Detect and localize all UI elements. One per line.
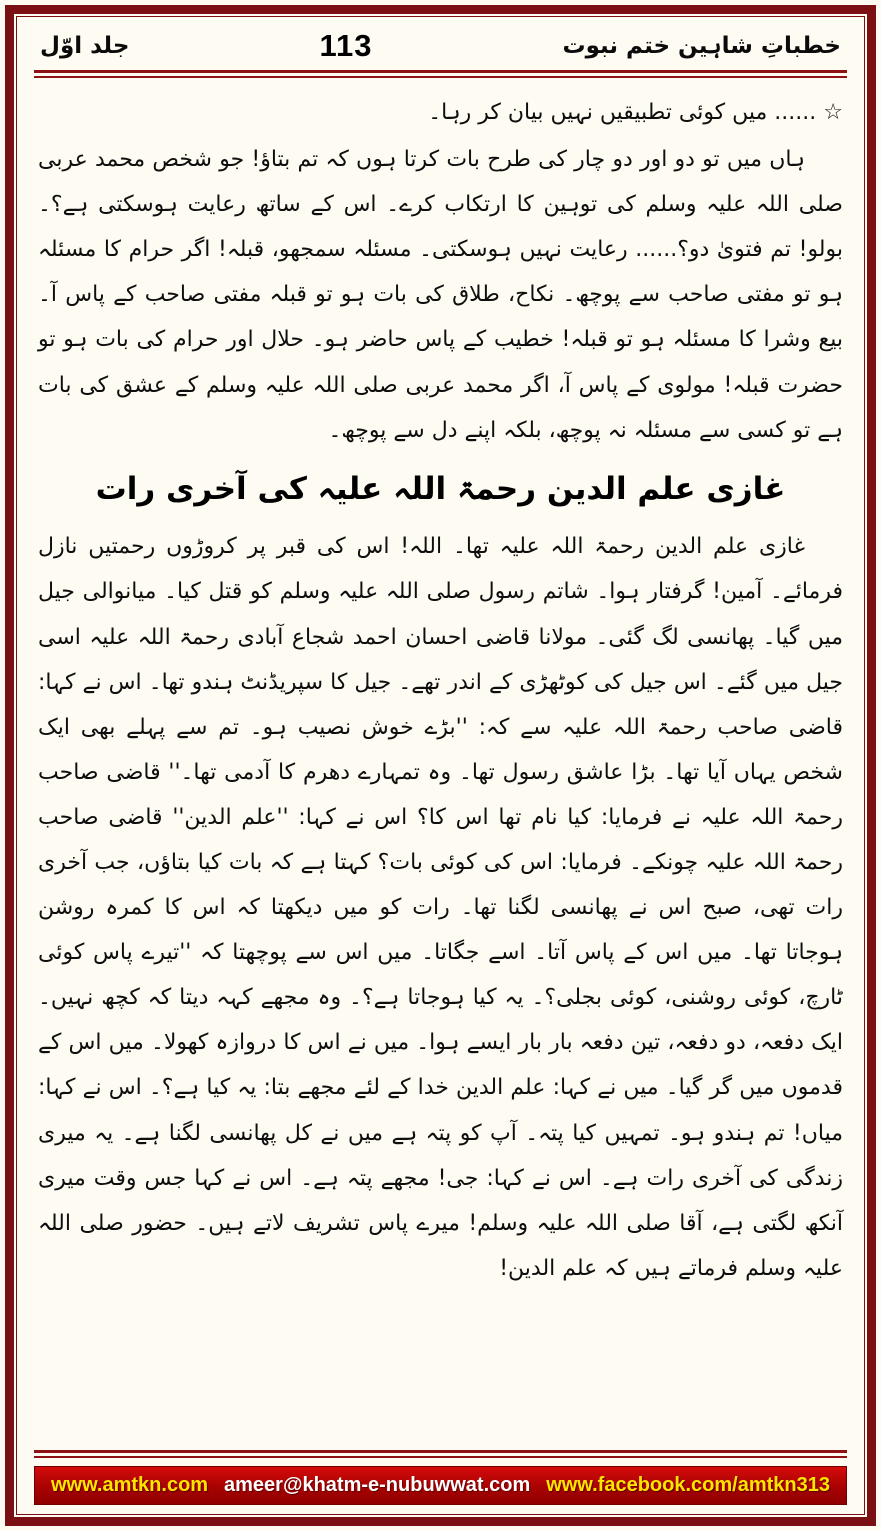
star-line: ☆ ...... میں کوئی تطبیقیں نہیں بیان کر رہا۔ <box>428 100 843 125</box>
page-header <box>34 22 847 66</box>
facebook-link: www.facebook.com/amtkn313 <box>546 1474 830 1496</box>
section-heading: غازی علم الدین رحمۃ اللہ علیہ کی آخری رات <box>95 470 786 507</box>
footer-bar <box>34 1466 847 1505</box>
page-body <box>34 86 847 1444</box>
website-link: www.amtkn.com <box>51 1474 209 1496</box>
paragraph-2: غازی علم الدین رحمۃ اللہ علیہ تھا۔ اللہ! اس کی قبر پر کروڑوں رحمتیں نازل فرمائے۔ آمین! گرفتار ہوا۔ شاتم رسول صلی اللہ علیہ وسلم کو قتل کیا۔ میانوالی جیل میں گیا۔ پھانسی لگ گئی۔ مولانا قاضی احسان احمد شجاع آبادی رحمۃ اللہ علیہ اسی جیل میں گئے۔ اس جیل کی کوٹھڑی کے اندر تھے۔ جیل کا سپریڈنٹ ہندو تھا۔ اس نے کہا: قاضی صاحب رحمۃ اللہ علیہ سے کہ: ''بڑے خوش نصیب ہو۔ تم سے پہلے بھی ایک شخص یہاں آیا تھا۔ بڑا عاشق رسول تھا۔ وہ تمہارے دھرم کا آدمی تھا۔'' قاضی صاحب رحمۃ اللہ علیہ نے فرمایا: کیا نام تھا اس کا؟ اس نے کہا: ''علم الدین'' قاضی صاحب رحمۃ اللہ علیہ چونکے۔ فرمایا: اس کی کوئی بات؟ کہتا ہے کہ بات کیا بتاؤں، جب آخری رات تھی، صبح اس نے پھانسی لگنا تھا۔ رات کو میں دیکھتا کہ اس کا کمرہ روشن ہوجاتا تھا۔ میں اس کے پاس آتا۔ اسے جگاتا۔ میں اس سے پوچھتا کہ ''تیرے پاس کوئی ٹارچ، کوئی روشنی، کوئی بجلی؟۔ یہ کیا ہوجاتا ہے؟۔ وہ مجھے کہہ دیتا کہ کچھ نہیں۔ ایک دفعہ، دو دفعہ، تین دفعہ بار بار ایسے ہوا۔ میں نے اس کا دروازہ کھولا۔ میں اس کے قدموں میں گر گیا۔ میں نے کہا: علم الدین خدا کے لئے مجھے بتا: یہ کیا ہے؟۔ اس نے کہا: میاں! تم ہندو ہو۔ تمہیں کیا پتہ۔ آپ کو پتہ ہے میں نے کل پھانسی لگنا ہے۔ یہ میری زندگی کی آخری رات ہے۔ اس نے کہا: جی! مجھے پتہ ہے۔ اس نے کہا جس وقت میری آنکھ لگتی ہے، آقا صلی اللہ علیہ وسلم! میرے پاس تشریف لاتے ہیں۔ حضور صلی اللہ علیہ وسلم فرماتے ہیں کہ علم الدین! <box>38 534 843 1281</box>
page-frame <box>5 5 876 1526</box>
paragraph-1: ہاں میں تو دو اور دو چار کی طرح بات کرتا ہوں کہ تم بتاؤ! جو شخص محمد عربی صلی اللہ علیہ وسلم کی توہین کا ارتکاب کرے۔ اس کے ساتھ رعایت ہوسکتی ہے؟۔ بولو! تم فتویٰ دو؟...... رعایت نہیں ہوسکتی۔ مسئلہ سمجھو، قبلہ! اگر حرام کا مسئلہ ہو تو مفتی صاحب سے پوچھ۔ نکاح، طلاق کی بات ہو تو قبلہ مفتی صاحب کے پاس آ۔ بیع وشرا کا مسئلہ ہو تو قبلہ! خطیب کے پاس حاضر ہو۔ حلال اور حرام کی بات ہو تو حضرت قبلہ! مولوی کے پاس آ، اگر محمد عربی صلی اللہ علیہ وسلم کے عشق کی بات ہے تو کسی سے مسئلہ نہ پوچھ، بلکہ اپنے دل سے پوچھ۔ <box>38 147 843 443</box>
book-title: خطباتِ شاہین ختم نبوت <box>562 33 841 59</box>
footer-divider <box>34 1450 847 1458</box>
header-divider <box>34 70 847 78</box>
volume-label: جلد اوّل <box>40 33 130 59</box>
page-number: 113 <box>319 28 373 63</box>
email-link: ameer@khatm-e-nubuwwat.com <box>224 1474 531 1496</box>
